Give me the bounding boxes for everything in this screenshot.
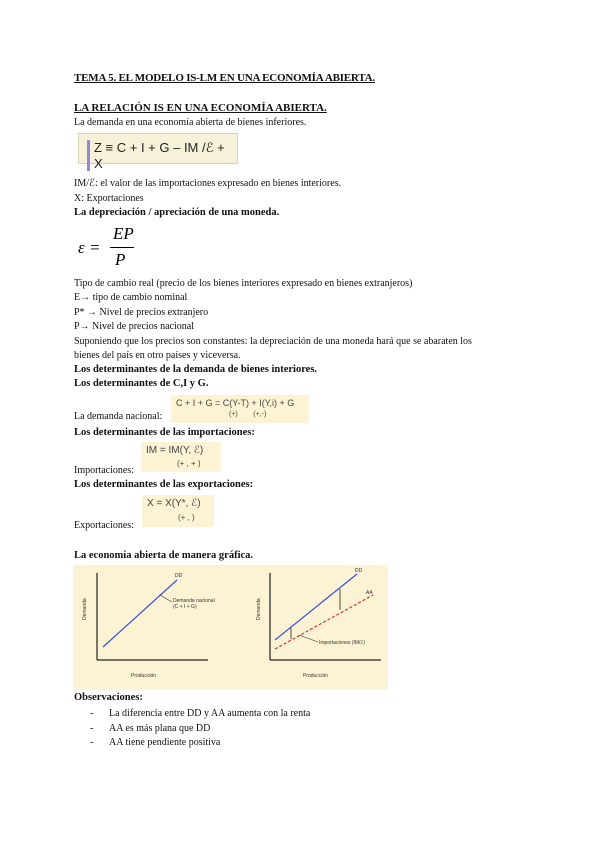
section-heading-is: LA RELACIÓN IS EN UNA ECONOMÍA ABIERTA. bbox=[74, 102, 327, 114]
subheading-importaciones: Los determinantes de las importaciones: bbox=[74, 427, 255, 438]
is-intro-text: La demanda en una economía abierta de bienes inferiores. bbox=[74, 117, 307, 128]
right-dd-label: DD bbox=[355, 568, 363, 574]
im-definition: IM/ℰ: el valor de las importaciones expresado en bienes interiores. bbox=[74, 178, 342, 189]
depr-line-1: Tipo de cambio real (precio de los bienes interiores expresado en bienes extranjeros) bbox=[74, 278, 413, 289]
x-definition: X: Exportaciones bbox=[74, 193, 144, 204]
right-y-label: Demanda bbox=[256, 598, 262, 620]
eq-importaciones: IM = IM(Y, ℰ) bbox=[146, 445, 204, 456]
eq-demanda-nacional-signs: (+) (+,-) bbox=[229, 411, 267, 418]
observaciones-heading: Observaciones: bbox=[74, 692, 143, 703]
right-x-label: Producción bbox=[303, 673, 329, 679]
eq-fraction-bar bbox=[110, 247, 134, 248]
right-dd-line bbox=[275, 574, 357, 640]
label-importaciones: Importaciones: bbox=[74, 465, 134, 476]
left-annotation-pointer bbox=[160, 595, 172, 602]
document-title: TEMA 5. EL MODELO IS-LM EN UNA ECONOMÍA ABIERTA. bbox=[74, 72, 375, 84]
graphs-panel bbox=[73, 565, 388, 690]
depr-line-2: E→ tipo de cambio nominal bbox=[74, 292, 188, 303]
list-item: - AA es más plana que DD bbox=[90, 722, 310, 737]
eq-exportaciones-signs: (+ , ) bbox=[178, 513, 195, 522]
left-annotation-2: (C + I + G) bbox=[173, 604, 197, 610]
left-y-label: Demanda bbox=[82, 598, 88, 620]
subheading-cig: Los determinantes de C,I y G. bbox=[74, 378, 209, 389]
eq-exportaciones-box bbox=[142, 495, 214, 527]
subheading-exportaciones: Los determinantes de las exportaciones: bbox=[74, 479, 254, 490]
section-heading-depreciacion: La depreciación / apreciación de una moneda. bbox=[74, 207, 280, 218]
label-exportaciones: Exportaciones: bbox=[74, 520, 134, 531]
observaciones-list bbox=[90, 707, 310, 751]
right-annotation-pointer bbox=[299, 635, 318, 642]
left-x-label: Producción bbox=[131, 673, 157, 679]
left-dd-line bbox=[103, 580, 177, 647]
demand-formula-box bbox=[78, 133, 238, 171]
eq-demanda-nacional: C + I + G = C(Y-T) + I(Y,i) + G bbox=[176, 398, 295, 408]
depr-line-5: Suponiendo que los precios son constantes: la depreciación de una moneda hará que se abaraten los bbox=[74, 336, 472, 347]
eq-epsilon-numerator: EP bbox=[113, 224, 134, 243]
eq-importaciones-box bbox=[141, 442, 221, 472]
depr-line-6: bienes del país en otro países y viceversa. bbox=[74, 350, 241, 361]
depr-line-4: P→ Nivel de precios nacional bbox=[74, 321, 194, 332]
list-item: - La diferencia entre DD y AA aumenta con la renta bbox=[90, 707, 310, 722]
eq-exportaciones: X = X(Y*, ℰ) bbox=[147, 498, 201, 509]
demand-formula: Z ≡ C + I + G – IM /ℰ + X bbox=[87, 140, 229, 171]
left-dd-label: DD bbox=[175, 573, 183, 579]
section-heading-grafica: La economía abierta de manera gráfica. bbox=[74, 550, 254, 561]
graphs-svg bbox=[73, 565, 388, 690]
eq-demanda-nacional-box bbox=[171, 395, 309, 423]
label-demanda-nacional: La demanda nacional: bbox=[74, 411, 163, 422]
eq-epsilon-lhs: ε = bbox=[78, 238, 101, 257]
eq-epsilon-denominator: P bbox=[115, 250, 126, 269]
right-annotation: Importaciones (IM/ℰ) bbox=[319, 640, 366, 646]
eq-importaciones-signs: (+ , + ) bbox=[177, 459, 201, 468]
depr-line-3: P* → Nivel de precios extranjero bbox=[74, 307, 209, 318]
list-item: - AA tiene pendiente positiva bbox=[90, 736, 310, 751]
right-aa-label: AA bbox=[366, 590, 373, 596]
left-annotation-1: Demanda nacional bbox=[173, 598, 215, 604]
section-heading-determinantes: Los determinantes de la demanda de bienes interiores. bbox=[74, 364, 318, 375]
